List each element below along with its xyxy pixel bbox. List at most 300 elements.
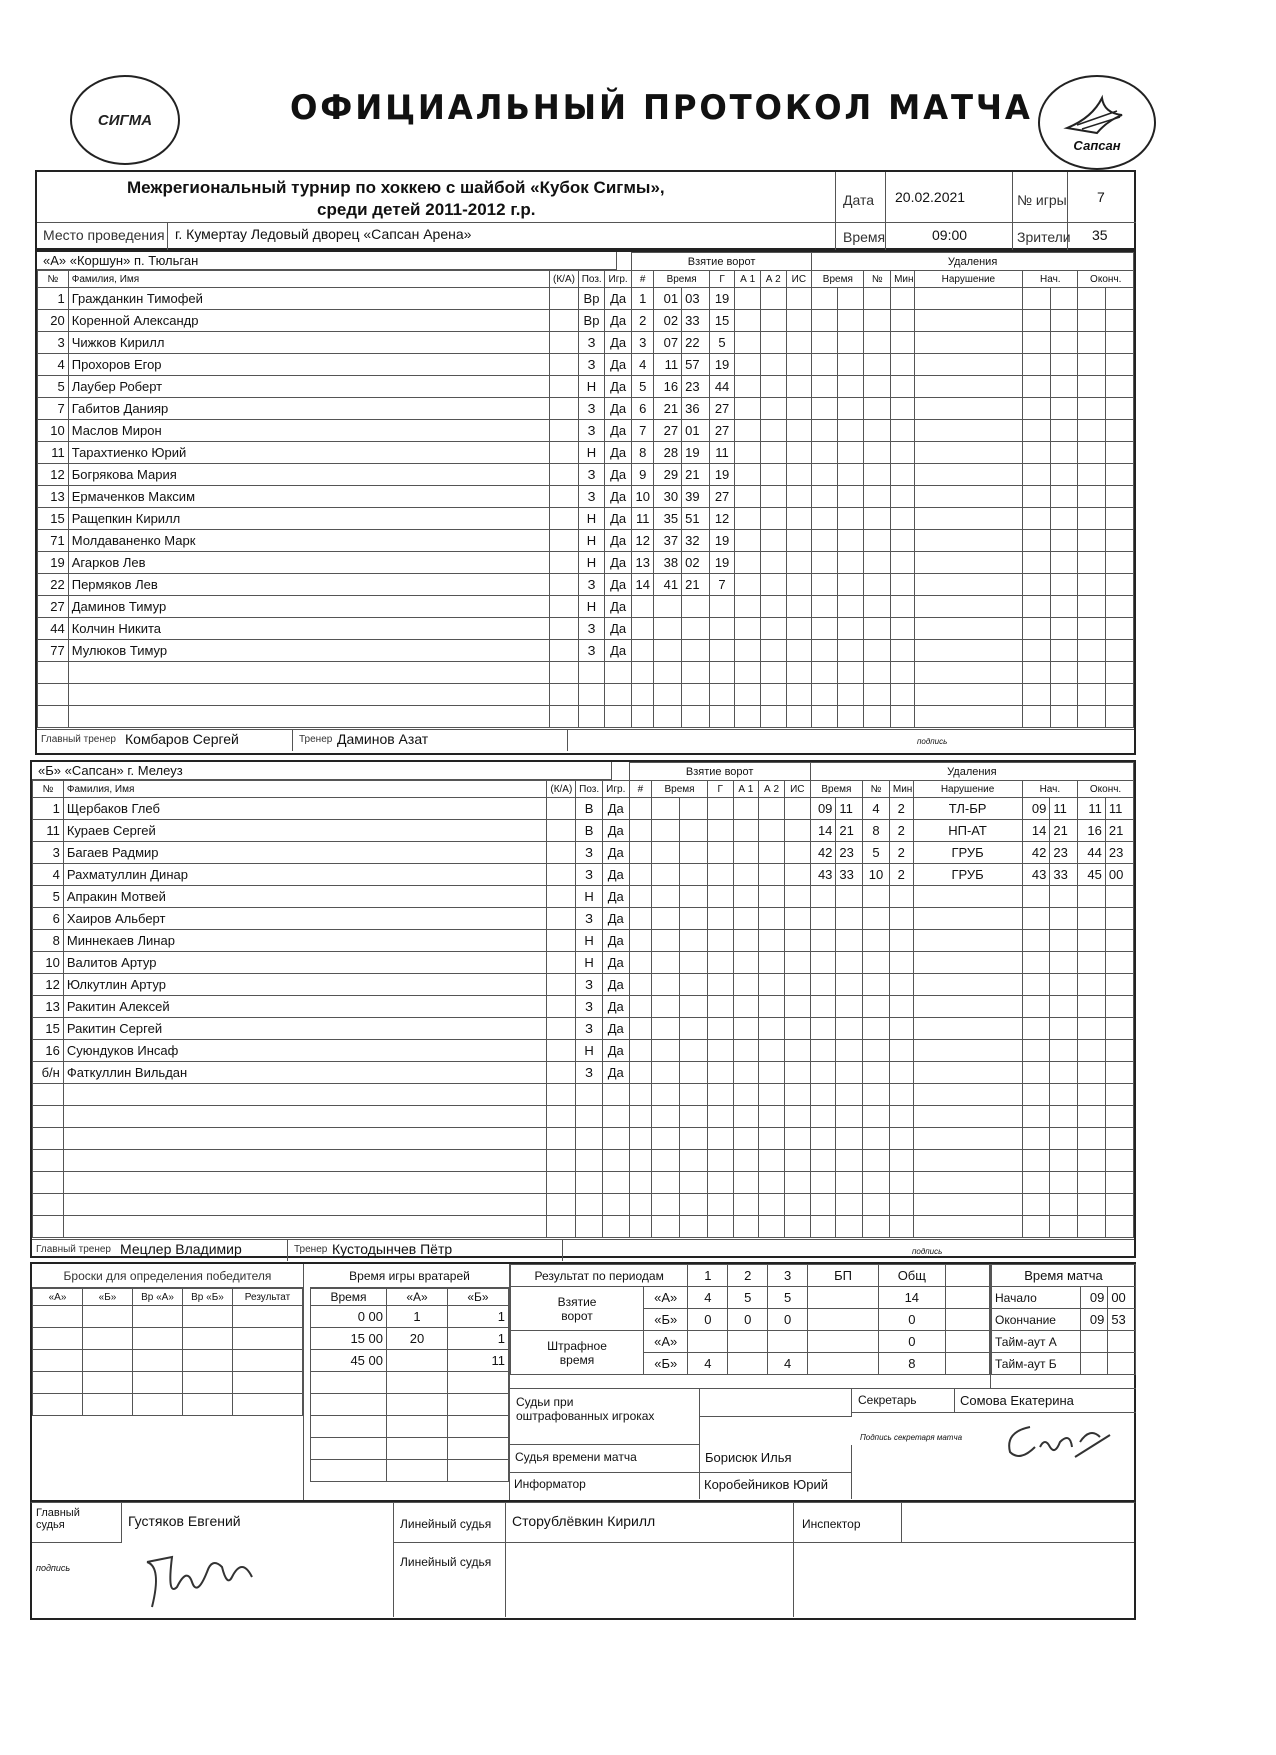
- player-position: [578, 684, 605, 706]
- start-m: 00: [1108, 1287, 1136, 1309]
- falcon-icon: [1062, 93, 1132, 138]
- goal-min: 35: [654, 508, 682, 530]
- player-number: 5: [33, 886, 64, 908]
- player-row: [33, 1106, 1134, 1128]
- pen-start-sec: 21: [1050, 820, 1078, 842]
- pen-minutes: 2: [889, 864, 913, 886]
- col-goal-time: Время: [652, 781, 708, 798]
- player-number: 10: [33, 952, 64, 974]
- date: 20.02.2021: [895, 189, 966, 205]
- col-start: Нач.: [1022, 781, 1078, 798]
- player-row: [33, 1216, 1134, 1238]
- player-position: Н: [578, 376, 605, 398]
- col-name: Фамилия, Имя: [63, 781, 547, 798]
- tournament-age: среди детей 2011-2012 г.р.: [317, 200, 536, 219]
- player-row: [33, 798, 1134, 820]
- goals-a: 4: [688, 1287, 728, 1309]
- trainer: Даминов Азат: [337, 731, 429, 747]
- player-played: Да: [605, 398, 632, 420]
- col-ka: (К/А): [547, 781, 576, 798]
- pen-player: 8: [863, 820, 890, 842]
- player-number: 15: [33, 1018, 64, 1040]
- player-played: Да: [602, 952, 629, 974]
- pen-b: [728, 1353, 768, 1375]
- goal-sec: 33: [682, 310, 710, 332]
- player-row: [33, 952, 1134, 974]
- secretary-label: Секретарь: [858, 1393, 917, 1407]
- period-1: 1: [688, 1265, 728, 1287]
- player-number: 11: [38, 442, 69, 464]
- goal-scorer: 19: [709, 530, 735, 552]
- player-name: Багаев Радмир: [63, 842, 547, 864]
- gk-a: 20: [387, 1328, 448, 1350]
- pen-a: [768, 1331, 808, 1353]
- linesman2-label: Линейный судья: [400, 1555, 492, 1569]
- pen-sec: 11: [836, 798, 863, 820]
- player-row: [38, 310, 1134, 332]
- player-row: [38, 508, 1134, 530]
- player-number: 6: [33, 908, 64, 930]
- pen-a: 0: [879, 1331, 946, 1353]
- start-label: Начало: [992, 1287, 1081, 1309]
- goal-sec: 21: [682, 574, 710, 596]
- goal-min: 16: [654, 376, 682, 398]
- sapsan-logo: Сапсан: [1038, 75, 1156, 170]
- player-name: Суюндуков Инсаф: [63, 1040, 547, 1062]
- player-number: 13: [33, 996, 64, 1018]
- player-name: [68, 662, 549, 684]
- date-label: Дата: [843, 192, 875, 208]
- timeout-b-label: Тайм-аут Б: [992, 1353, 1081, 1375]
- player-position: В: [576, 798, 603, 820]
- goals-a: [808, 1287, 879, 1309]
- pen-sec: 21: [836, 820, 863, 842]
- col-min: Мин: [889, 781, 913, 798]
- player-name: [63, 1194, 547, 1216]
- player-row: [38, 420, 1134, 442]
- player-played: Да: [605, 508, 632, 530]
- player-row: [38, 552, 1134, 574]
- player-played: Да: [605, 596, 632, 618]
- player-played: Да: [605, 552, 632, 574]
- player-position: Н: [576, 930, 603, 952]
- pen-start-min: 43: [1022, 864, 1050, 886]
- player-played: Да: [605, 618, 632, 640]
- player-number: 3: [38, 332, 69, 354]
- player-row: [38, 596, 1134, 618]
- player-name: Рахматуллин Динар: [63, 864, 547, 886]
- pen-start-min: 42: [1022, 842, 1050, 864]
- coach-label: Главный тренер: [36, 1244, 111, 1255]
- goals-b: 0: [728, 1309, 768, 1331]
- player-played: Да: [602, 996, 629, 1018]
- col-no: №: [38, 271, 69, 288]
- player-name: [63, 1084, 547, 1106]
- pen-min: 43: [810, 864, 836, 886]
- player-name: Ракитин Алексей: [63, 996, 547, 1018]
- start-h: 09: [1080, 1287, 1108, 1309]
- player-position: Н: [576, 1040, 603, 1062]
- pen-label-2: время: [559, 1352, 595, 1367]
- player-played: Да: [602, 930, 629, 952]
- team-b-section: [30, 760, 1136, 1258]
- gk-b: 1: [448, 1306, 509, 1328]
- player-number: 4: [33, 864, 64, 886]
- so-gka: Вр «А»: [133, 1289, 183, 1306]
- player-number: 12: [33, 974, 64, 996]
- col-name: Фамилия, Имя: [68, 271, 549, 288]
- trainer: Кустодынчев Пётр: [332, 1241, 453, 1257]
- goal-sec: 19: [682, 442, 710, 464]
- goal-min: 21: [654, 398, 682, 420]
- so-a: «А»: [33, 1289, 83, 1306]
- goal-min: 29: [654, 464, 682, 486]
- time: 09:00: [932, 227, 968, 243]
- player-row: [38, 530, 1134, 552]
- player-position: З: [578, 486, 605, 508]
- player-position: [576, 1150, 603, 1172]
- player-name: Ракитин Сергей: [63, 1018, 547, 1040]
- chief-referee: Густяков Евгений: [128, 1513, 241, 1529]
- pen-minutes: 2: [889, 798, 913, 820]
- goal-index: 3: [631, 332, 654, 354]
- shootout-label: Броски для определения победителя: [32, 1264, 303, 1288]
- col-a1: А 1: [733, 781, 759, 798]
- player-number: 8: [33, 930, 64, 952]
- gk-a: [387, 1350, 448, 1372]
- match-info: [35, 170, 1136, 250]
- player-number: [38, 684, 69, 706]
- goal-index: 11: [631, 508, 654, 530]
- player-number: [33, 1194, 64, 1216]
- pen-player: 4: [863, 798, 890, 820]
- player-number: 10: [38, 420, 69, 442]
- player-position: [576, 1216, 603, 1238]
- pen-start-sec: 23: [1050, 842, 1078, 864]
- player-position: З: [576, 908, 603, 930]
- informer: Коробейников Юрий: [700, 1473, 852, 1499]
- player-position: З: [576, 974, 603, 996]
- goal-sec: 57: [682, 354, 710, 376]
- gk-min: 15 00: [311, 1328, 387, 1350]
- player-played: [602, 1106, 629, 1128]
- penref-label-2: оштрафованных игроках: [516, 1409, 655, 1423]
- player-row: [38, 354, 1134, 376]
- penalties-header: Удаления: [810, 763, 1133, 781]
- player-name: [63, 1216, 547, 1238]
- col-a2: А 2: [759, 781, 785, 798]
- pen-violation: ТЛ-БР: [913, 798, 1022, 820]
- linesman1: Сторублёвкин Кирилл: [512, 1513, 656, 1529]
- player-name: Габитов Данияр: [68, 398, 549, 420]
- summary-section: [30, 1262, 1136, 1502]
- col-play: Игр.: [605, 271, 632, 288]
- goal-min: 27: [654, 420, 682, 442]
- pen-end-sec: 21: [1105, 820, 1133, 842]
- informer-label: Информатор: [510, 1473, 700, 1499]
- pen-player: 5: [863, 842, 890, 864]
- period-3: 3: [768, 1265, 808, 1287]
- gk-min: 45 00: [311, 1350, 387, 1372]
- player-played: Да: [602, 974, 629, 996]
- period-total: Общ: [879, 1265, 946, 1287]
- player-number: 12: [38, 464, 69, 486]
- chief-label-2: судья: [36, 1519, 65, 1531]
- player-number: 1: [33, 798, 64, 820]
- goal-index: 8: [631, 442, 654, 464]
- player-played: Да: [602, 1062, 629, 1084]
- chief-sign-label: подпись: [36, 1563, 71, 1573]
- pen-violation: НП-АТ: [913, 820, 1022, 842]
- player-position: Н: [576, 886, 603, 908]
- player-row: [38, 442, 1134, 464]
- goal-index: 4: [631, 354, 654, 376]
- goal-sec: 03: [682, 288, 710, 310]
- col-hash: #: [629, 781, 652, 798]
- player-row: [38, 332, 1134, 354]
- goals-a: 5: [768, 1287, 808, 1309]
- player-row: [38, 574, 1134, 596]
- player-number: 7: [38, 398, 69, 420]
- goals-b: [808, 1309, 879, 1331]
- penalties-header: Удаления: [812, 253, 1134, 271]
- so-result: Результат: [233, 1289, 303, 1306]
- goal-index: 5: [631, 376, 654, 398]
- player-position: З: [576, 996, 603, 1018]
- pen-min: 42: [810, 842, 836, 864]
- goal-scorer: 19: [709, 552, 735, 574]
- pen-b: 4: [768, 1353, 808, 1375]
- player-name: Кураев Сергей: [63, 820, 547, 842]
- inspector-label: Инспектор: [802, 1517, 861, 1531]
- gk-row: [311, 1306, 509, 1328]
- goal-scorer: 12: [709, 508, 735, 530]
- goal-scorer: 19: [709, 288, 735, 310]
- goals-a: 14: [879, 1287, 946, 1309]
- goal-min: 01: [654, 288, 682, 310]
- player-name: Хаиров Альберт: [63, 908, 547, 930]
- col-pen-time: Время: [812, 271, 864, 288]
- player-name: Гражданкин Тимофей: [68, 288, 549, 310]
- player-number: [33, 1128, 64, 1150]
- venue: г. Кумертау Ледовый дворец «Сапсан Арена»: [175, 226, 472, 242]
- game-no: 7: [1097, 189, 1105, 205]
- player-row: [33, 930, 1134, 952]
- player-name: Ращепкин Кирилл: [68, 508, 549, 530]
- player-name: Прохоров Егор: [68, 354, 549, 376]
- player-played: [602, 1194, 629, 1216]
- goals-header: Взятие ворот: [629, 763, 810, 781]
- col-hash: #: [631, 271, 654, 288]
- player-row: [33, 1084, 1134, 1106]
- goal-sec: 21: [682, 464, 710, 486]
- so-gkb: Вр «Б»: [183, 1289, 233, 1306]
- player-position: Вр: [578, 310, 605, 332]
- team-title: «Б» «Сапсан» г. Мелеуз: [32, 762, 612, 780]
- player-name: Колчин Никита: [68, 618, 549, 640]
- goal-scorer: 27: [709, 420, 735, 442]
- pen-a: [688, 1331, 728, 1353]
- player-row: [38, 486, 1134, 508]
- goals-b: 0: [688, 1309, 728, 1331]
- player-position: [576, 1172, 603, 1194]
- goals-label: Взятие: [557, 1294, 597, 1309]
- linesman1-label: Линейный судья: [400, 1517, 492, 1531]
- player-number: 71: [38, 530, 69, 552]
- col-a2: А 2: [760, 271, 786, 288]
- pen-start-min: 09: [1022, 798, 1050, 820]
- player-row: [33, 996, 1134, 1018]
- player-number: 15: [38, 508, 69, 530]
- goal-min: 02: [654, 310, 682, 332]
- goal-min: 11: [654, 354, 682, 376]
- period-bp: БП: [808, 1265, 879, 1287]
- pen-start-sec: 11: [1050, 798, 1078, 820]
- head-coach: Мецлер Владимир: [120, 1241, 242, 1257]
- player-played: [605, 662, 632, 684]
- goal-scorer: 11: [709, 442, 735, 464]
- player-number: [33, 1084, 64, 1106]
- col-end: Оконч.: [1078, 781, 1134, 798]
- player-position: Н: [578, 442, 605, 464]
- player-name: Лаубер Роберт: [68, 376, 549, 398]
- referees-section: [30, 1502, 1136, 1620]
- player-played: Да: [605, 640, 632, 662]
- player-played: Да: [602, 908, 629, 930]
- pen-min: 14: [810, 820, 836, 842]
- goal-min: 38: [654, 552, 682, 574]
- goal-min: 41: [654, 574, 682, 596]
- pen-end-sec: 11: [1105, 798, 1133, 820]
- player-name: Маслов Мирон: [68, 420, 549, 442]
- pen-end-min: 45: [1078, 864, 1106, 886]
- player-position: Н: [578, 596, 605, 618]
- pen-minutes: 2: [889, 820, 913, 842]
- pen-violation: ГРУБ: [913, 842, 1022, 864]
- player-number: 5: [38, 376, 69, 398]
- team-a-tag: «А»: [644, 1331, 688, 1353]
- goal-sec: 22: [682, 332, 710, 354]
- player-name: Валитов Артур: [63, 952, 547, 974]
- player-name: [68, 684, 549, 706]
- player-played: Да: [605, 530, 632, 552]
- player-name: Миннекаев Линар: [63, 930, 547, 952]
- player-position: [576, 1128, 603, 1150]
- gk-a-col: «А»: [387, 1289, 448, 1306]
- player-number: 22: [38, 574, 69, 596]
- goal-scorer: 27: [709, 398, 735, 420]
- secretary-sign-label: Подпись секретаря матча: [860, 1433, 963, 1442]
- player-played: Да: [602, 842, 629, 864]
- player-name: Молдаваненко Марк: [68, 530, 549, 552]
- player-played: [602, 1084, 629, 1106]
- player-row: [38, 706, 1134, 728]
- player-position: Н: [578, 552, 605, 574]
- player-number: [33, 1216, 64, 1238]
- player-position: З: [578, 398, 605, 420]
- pen-end-min: 16: [1078, 820, 1106, 842]
- team-a-tag: «А»: [644, 1287, 688, 1309]
- goal-index: 12: [631, 530, 654, 552]
- col-pen-time: Время: [810, 781, 862, 798]
- player-played: [602, 1216, 629, 1238]
- goals-b: 0: [768, 1309, 808, 1331]
- col-start: Нач.: [1023, 271, 1078, 288]
- pen-end-sec: 23: [1105, 842, 1133, 864]
- player-position: Н: [578, 508, 605, 530]
- player-row: [33, 842, 1134, 864]
- player-position: Вр: [578, 288, 605, 310]
- spectators-label: Зрители: [1017, 229, 1071, 245]
- end-m: 53: [1108, 1309, 1136, 1331]
- player-row: [38, 662, 1134, 684]
- player-row: [33, 1150, 1134, 1172]
- player-row: [33, 820, 1134, 842]
- gk-row: [311, 1350, 509, 1372]
- player-name: [63, 1172, 547, 1194]
- so-b: «Б»: [83, 1289, 133, 1306]
- player-played: Да: [605, 442, 632, 464]
- player-number: 4: [38, 354, 69, 376]
- player-position: [578, 706, 605, 728]
- end-label: Окончание: [992, 1309, 1081, 1331]
- trainer-label: Тренер: [299, 734, 333, 745]
- player-number: 27: [38, 596, 69, 618]
- player-played: Да: [605, 464, 632, 486]
- pen-end-min: 11: [1078, 798, 1106, 820]
- col-g: Г: [709, 271, 735, 288]
- player-number: [38, 662, 69, 684]
- player-position: З: [578, 332, 605, 354]
- goal-sec: 01: [682, 420, 710, 442]
- goal-index: 13: [631, 552, 654, 574]
- gk-min: 0 00: [311, 1306, 387, 1328]
- gk-b: 1: [448, 1328, 509, 1350]
- goal-index: 14: [631, 574, 654, 596]
- col-pen-no: №: [863, 781, 890, 798]
- goal-index: 6: [631, 398, 654, 420]
- col-violation: Нарушение: [914, 271, 1023, 288]
- gk-b: 11: [448, 1350, 509, 1372]
- player-position: З: [578, 618, 605, 640]
- goal-sec: 39: [682, 486, 710, 508]
- gk-row: [311, 1328, 509, 1350]
- player-played: [605, 706, 632, 728]
- player-number: 13: [38, 486, 69, 508]
- player-name: Щербаков Глеб: [63, 798, 547, 820]
- player-number: 44: [38, 618, 69, 640]
- player-row: [33, 1194, 1134, 1216]
- goal-scorer: 44: [709, 376, 735, 398]
- period-2: 2: [728, 1265, 768, 1287]
- player-played: Да: [602, 864, 629, 886]
- col-goal-time: Время: [654, 271, 709, 288]
- col-play: Игр.: [602, 781, 629, 798]
- player-played: Да: [605, 310, 632, 332]
- player-row: [33, 886, 1134, 908]
- player-name: Чижков Кирилл: [68, 332, 549, 354]
- team-b-tag: «Б»: [644, 1309, 688, 1331]
- spectators: 35: [1092, 227, 1108, 243]
- player-number: [33, 1106, 64, 1128]
- player-row: [38, 464, 1134, 486]
- player-played: Да: [605, 376, 632, 398]
- pen-sec: 23: [836, 842, 863, 864]
- goal-sec: 02: [682, 552, 710, 574]
- pen-player: 10: [863, 864, 890, 886]
- goals-b: 0: [879, 1309, 946, 1331]
- player-name: Коренной Александр: [68, 310, 549, 332]
